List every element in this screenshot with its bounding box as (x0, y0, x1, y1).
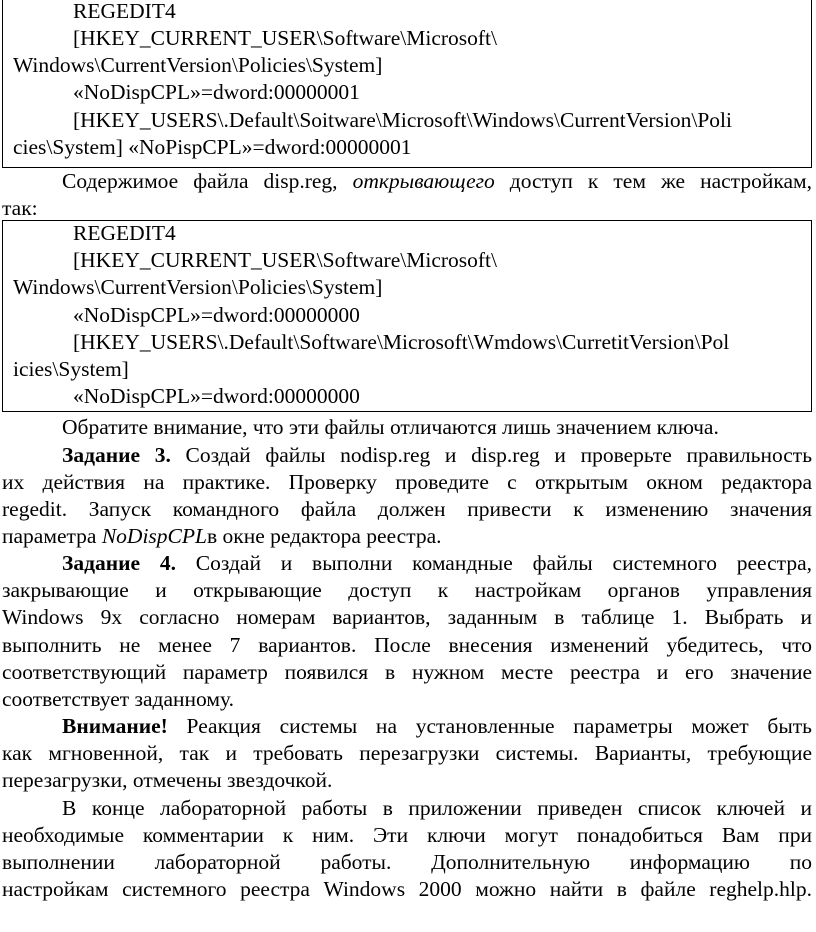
final-line: настройкам системного реестра Windows 2000 можно найти в файле reghelp.hlp. (2, 877, 812, 901)
code-line: REGEDIT4 (73, 0, 176, 23)
task3-line: regedit. Запуск командного файла должен привести к изменению значения (2, 497, 812, 521)
task4-line: Windows 9x согласно номерам вариантов, заданным в таблице 1. Выбрать и (2, 605, 812, 629)
code-line: REGEDIT4 (73, 221, 176, 245)
note-paragraph: Обратите внимание, что эти файлы отличаются лишь значением ключа. (62, 415, 719, 439)
code-line: icies\System] (13, 357, 129, 381)
warning-label: Внимание! (62, 714, 168, 738)
task4-line: соответствует заданному. (2, 687, 234, 711)
task3-line: параметра NoDispCPLв окне редактора реестра. (2, 524, 442, 548)
registry-code-box-open (2, 220, 812, 412)
registry-code-box-close (2, 0, 812, 168)
task4-line: выполнить не менее 7 вариантов. После внесения изменений убедитесь, что (2, 633, 812, 657)
intro-paragraph-line: так: (2, 196, 38, 220)
code-line: Windows\CurrentVersion\Policies\System] (13, 275, 383, 299)
intro-emphasis: открывающего (352, 169, 495, 193)
final-line: выполнении лабораторной работы. Дополнительную информацию по (2, 850, 812, 874)
warning-line: Внимание! Реакция системы на установленные параметры может быть (62, 714, 812, 738)
code-line: «NoDispCPL»=dword:00000000 (73, 384, 360, 408)
code-line: [HKEY_CURRENT_USER\Software\Microsoft\ (73, 248, 497, 272)
task4-line: Задание 4. Создай и выполни командные файлы системного реестра, (62, 551, 812, 575)
intro-text: доступ к тем же настройкам, (494, 169, 812, 193)
warning-line: перезагрузки, отмечены звездочкой. (2, 768, 333, 792)
code-line: Windows\CurrentVersion\Policies\System] (13, 53, 383, 77)
warning-line: как мгновенной, так и требовать перезагрузки системы. Варианты, требующие (2, 741, 812, 765)
task4-label: Задание 4. (62, 551, 176, 575)
code-line: [HKEY_USERS\.Default\Soitware\Microsoft\Windows\CurrentVersion\Poli (73, 108, 733, 132)
param-name: NoDispCPL (101, 524, 207, 548)
intro-paragraph-line (62, 168, 812, 195)
code-line: [HKEY_USERS\.Default\Software\Microsoft\Wmdows\CurretitVersion\Pol (73, 330, 730, 354)
task3-label: Задание 3. (62, 443, 171, 467)
code-line: [HKEY_CURRENT_USER\Software\Microsoft\ (73, 26, 497, 50)
code-line: cies\System] «NoPispCPL»=dword:00000001 (13, 135, 412, 159)
code-line: «NoDispCPL»=dword:00000001 (73, 80, 360, 104)
task4-line: соответствующий параметр появился в нужном месте реестра и его значение (2, 660, 812, 684)
code-line: «NoDispCPL»=dword:00000000 (73, 303, 360, 327)
final-line: В конце лабораторной работы в приложении приведен список ключей и (62, 796, 812, 820)
intro-text: Содержимое файла disp.reg, (62, 169, 353, 193)
final-line: необходимые комментарии к ним. Эти ключи могут понадобиться Вам при (2, 823, 812, 847)
task4-line: закрывающие и открывающие доступ к настройкам органов управления (2, 578, 812, 602)
task3-line: их действия на практике. Проверку проведите с открытым окном редактора (2, 470, 812, 494)
task3-line: Задание 3. Создай файлы nodisp.reg и disp.reg и проверьте правильность (62, 443, 812, 467)
